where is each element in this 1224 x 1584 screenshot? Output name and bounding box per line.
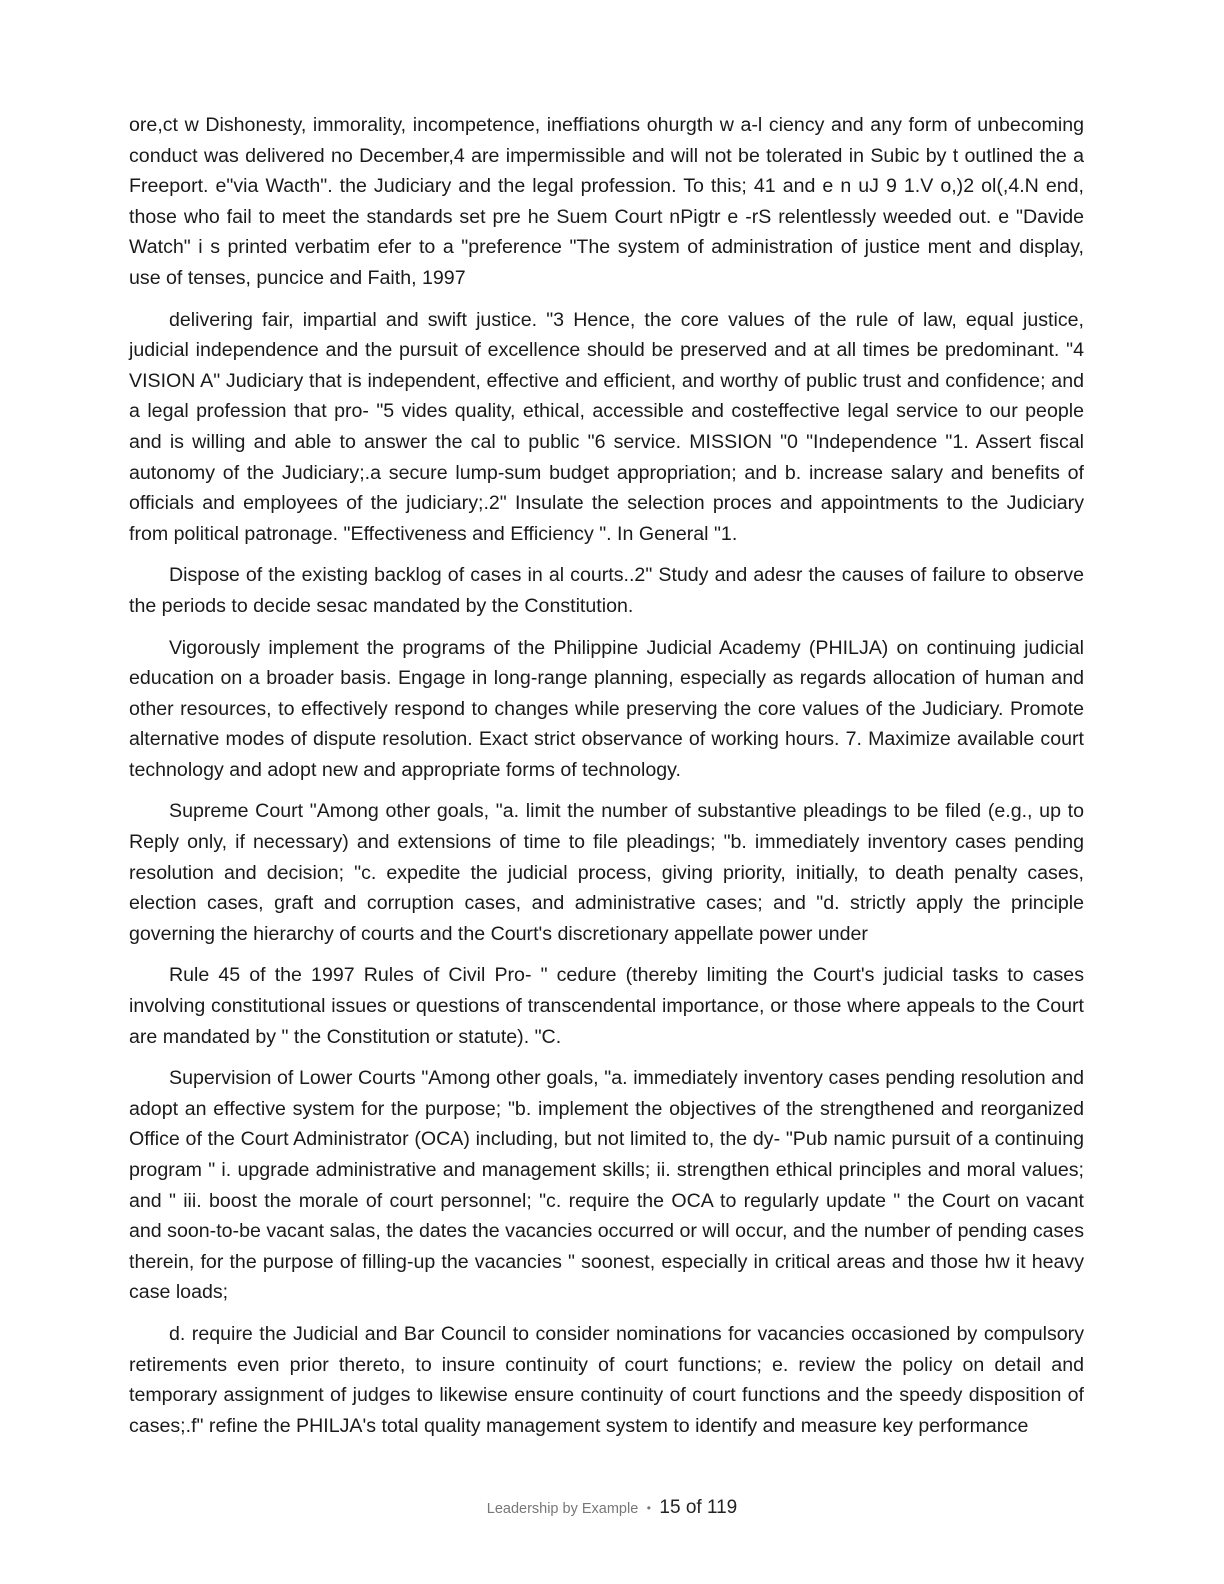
paragraph-3: Dispose of the existing backlog of cases in al courts..2" Study and adesr the causes of failure to observe the periods to decide sesac mandated by the Constitution. [129,564,1084,617]
page-body [129,110,1084,1452]
paragraph-6: Rule 45 of the 1997 Rules of Civil Pro- " cedure (thereby limiting the Court's judicial tasks to cases involving constitutional issues or questions of transcendental importance, or those where appeals to the Court are mandated by " the Constitution or statute). "C. [129,964,1084,1048]
paragraph-2: delivering fair, impartial and swift justice. "3 Hence, the core values of the rule of law, equal justice, judicial independence and the pursuit of excellence should be preserved and at all times be predominant. "4 VISION A" Judiciary that is independent, effective and efficient, and worthy of public trust and confidence; and a legal profession that pro- "5 vides quality, ethical, accessible and costeffective legal service to our people and is willing and able to answer the cal to public "6 service. MISSION "0 "Independence "1. Assert fiscal autonomy of the Judiciary;.a secure lump-sum budget appropriation; and b. increase salary and benefits of officials and employees of the judiciary;.2" Insulate the selection proces and appointments to the Judiciary from political patronage. "Effectiveness and Efficiency ". In General "1. [129,308,1084,545]
paragraph-5: Supreme Court "Among other goals, "a. limit the number of substantive pleadings to be filed (e.g., up to Reply only, if necessary) and extensions of time to file pleadings; "b. immediately inventory cases pending resolution and decision; "c. expedite the judicial process, giving priority, initially, to death penalty cases, election cases, graft and corruption cases, and administrative cases; and "d. strictly apply the principle governing the hierarchy of courts and the Court's discretionary appellate power under [129,800,1084,945]
footer-separator: • [646,1501,651,1515]
paragraph-7: Supervision of Lower Courts "Among other goals, "a. immediately inventory cases pending resolution and adopt an effective system for the purpose; "b. implement the objectives of the strengthened and reorganized Office of the Court Administrator (OCA) including, but not limited to, the dy- "Pub namic pursuit of a continuing program " i. upgrade administrative and management skills; ii. strengthen ethical principles and moral values; and " iii. boost the morale of court personnel; "c. require the OCA to regularly update " the Court on vacant and soon-to-be vacant salas, the dates the vacancies occurred or will occur, and the number of pending cases therein, for the purpose of filling-up the vacancies " soonest, especially in critical areas and those hw it heavy case loads; [129,1067,1084,1304]
paragraph-8: d. require the Judicial and Bar Council to consider nominations for vacancies occasioned by compulsory retirements even prior thereto, to insure continuity of court functions; e. review the policy on detail and temporary assignment of judges to likewise ensure continuity of court functions and the speedy disposition of cases;.f" refine the PHILJA's total quality management system to identify and measure key performance [129,1322,1084,1437]
page-footer [0,1497,1224,1519]
page-number: 15 of 119 [659,1497,738,1518]
paragraph-1: ore,ct w Dishonesty, immorality, incompetence, ineffiations ohurgth w a-l ciency and any form of unbecoming conduct was delivered no December,4 are impermissible and will not be tolerated in Subic by t outlined the a Freeport. e"via Wacth". the Judiciary and the legal profession. To this; 41 and e n uJ 9 1.V o,)2 ol(,4.N end, those who fail to meet the standards set pre he Suem Court nPigtr e -rS relentlessly weeded out. e "Davide Watch" i s printed verbatim efer to a "preference "The system of administration of justice ment and display, use of tenses, puncice and Faith, 1997 [129,114,1084,289]
paragraph-4: Vigorously implement the programs of the Philippine Judicial Academy (PHILJA) on continuing judicial education on a broader basis. Engage in long-range planning, especially as regards allocation of human and other resources, to effectively respond to changes while preserving the core values of the Judiciary. Promote alternative modes of dispute resolution. Exact strict observance of working hours. 7. Maximize available court technology and adopt new and appropriate forms of technology. [129,636,1084,781]
footer-doc-title: Leadership by Example [486,1501,639,1517]
